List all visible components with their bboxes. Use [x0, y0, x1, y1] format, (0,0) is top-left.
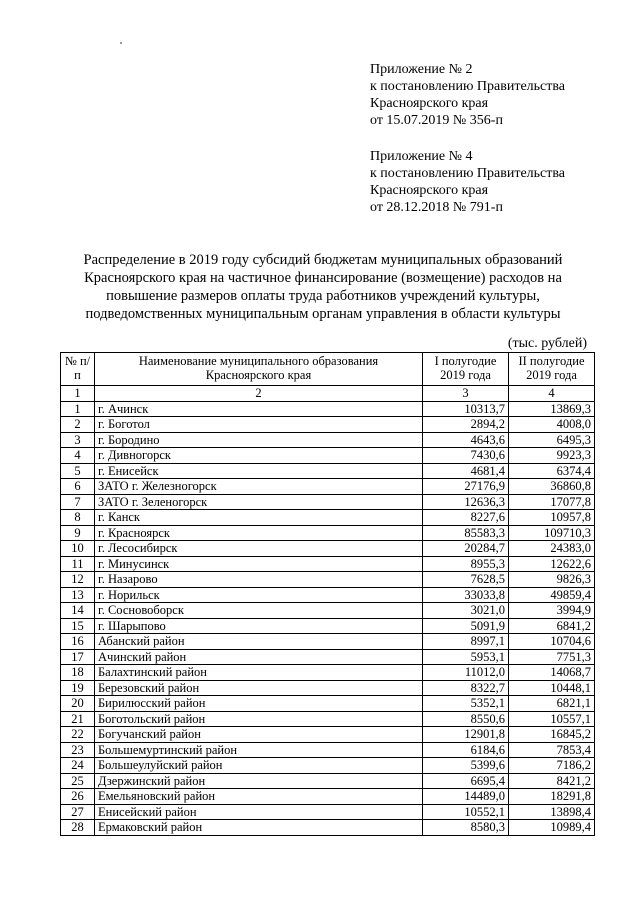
municipality-name: г. Дивногорск — [95, 448, 423, 464]
second-half-value: 3994,9 — [509, 603, 595, 619]
first-half-value: 8580,3 — [423, 820, 509, 836]
second-half-value: 18291,8 — [509, 789, 595, 805]
second-half-value: 14068,7 — [509, 665, 595, 681]
column-number: 2 — [95, 386, 423, 402]
first-half-value: 2894,2 — [423, 417, 509, 433]
row-number: 23 — [61, 742, 95, 758]
second-half-value: 10957,8 — [509, 510, 595, 526]
table-row — [61, 448, 595, 464]
first-half-value: 20284,7 — [423, 541, 509, 557]
row-number: 27 — [61, 804, 95, 820]
table-row — [61, 401, 595, 417]
municipality-name: г. Лесосибирск — [95, 541, 423, 557]
row-number: 3 — [61, 432, 95, 448]
row-number: 15 — [61, 618, 95, 634]
table-row — [61, 820, 595, 836]
first-half-value: 4643,6 — [423, 432, 509, 448]
first-half-value: 8955,3 — [423, 556, 509, 572]
scan-speck — [120, 42, 122, 44]
municipality-name: Богучанский район — [95, 727, 423, 743]
table-body — [61, 386, 595, 836]
title-line: повышение размеров оплаты труда работников учреждений культуры, — [106, 288, 540, 304]
row-number: 2 — [61, 417, 95, 433]
second-half-value: 7853,4 — [509, 742, 595, 758]
first-half-value: 7628,5 — [423, 572, 509, 588]
first-half-value: 7430,6 — [423, 448, 509, 464]
first-half-value: 5399,6 — [423, 758, 509, 774]
municipality-name: г. Ачинск — [95, 401, 423, 417]
table-row — [61, 696, 595, 712]
title-line: Красноярского края на частичное финансирование (возмещение) расходов на — [84, 270, 562, 286]
second-half-value: 49859,4 — [509, 587, 595, 603]
second-half-value: 109710,3 — [509, 525, 595, 541]
appendix-reference: к постановлению Правительства — [370, 79, 566, 94]
table-header-row — [61, 353, 595, 386]
appendix-date: от 28.12.2018 № 791-п — [370, 200, 503, 215]
title-line: подведомственных муниципальным органам управления в области культуры — [85, 306, 561, 322]
row-number: 22 — [61, 727, 95, 743]
municipality-name: г. Шарыпово — [95, 618, 423, 634]
municipality-name: ЗАТО г. Зеленогорск — [95, 494, 423, 510]
column-number-row — [61, 386, 595, 402]
row-number: 9 — [61, 525, 95, 541]
units-label: (тыс. рублей) — [507, 336, 587, 351]
table-row — [61, 494, 595, 510]
second-half-value: 6374,4 — [509, 463, 595, 479]
row-number: 8 — [61, 510, 95, 526]
first-half-value: 33033,8 — [423, 587, 509, 603]
second-half-value: 9826,3 — [509, 572, 595, 588]
table-row — [61, 727, 595, 743]
municipality-name: Березовский район — [95, 680, 423, 696]
appendix-header-current — [370, 61, 630, 129]
row-number: 26 — [61, 789, 95, 805]
first-half-value: 12636,3 — [423, 494, 509, 510]
first-half-value: 85583,3 — [423, 525, 509, 541]
table-row — [61, 587, 595, 603]
document-title — [60, 251, 586, 323]
second-half-value: 12622,6 — [509, 556, 595, 572]
first-half-value: 10552,1 — [423, 804, 509, 820]
municipality-name: г. Боготол — [95, 417, 423, 433]
municipality-name: Большеулуйский район — [95, 758, 423, 774]
municipality-name: Енисейский район — [95, 804, 423, 820]
table-row — [61, 556, 595, 572]
row-number: 24 — [61, 758, 95, 774]
row-number: 20 — [61, 696, 95, 712]
appendix-header-original — [370, 148, 630, 216]
first-half-value: 4681,4 — [423, 463, 509, 479]
municipality-name: Абанский район — [95, 634, 423, 650]
first-half-value: 8997,1 — [423, 634, 509, 650]
first-half-value: 14489,0 — [423, 789, 509, 805]
appendix-number: Приложение № 2 — [370, 62, 473, 77]
table-row — [61, 463, 595, 479]
row-number: 4 — [61, 448, 95, 464]
table-row — [61, 634, 595, 650]
second-half-value: 10557,1 — [509, 711, 595, 727]
first-half-value: 8227,6 — [423, 510, 509, 526]
first-half-value: 5352,1 — [423, 696, 509, 712]
second-half-value: 13869,3 — [509, 401, 595, 417]
row-number: 11 — [61, 556, 95, 572]
table-row — [61, 804, 595, 820]
municipality-name: г. Норильск — [95, 587, 423, 603]
municipality-name: Боготольский район — [95, 711, 423, 727]
second-half-value: 6841,2 — [509, 618, 595, 634]
first-half-value: 5091,9 — [423, 618, 509, 634]
second-half-value: 17077,8 — [509, 494, 595, 510]
table-row — [61, 603, 595, 619]
table-row — [61, 711, 595, 727]
table-row — [61, 417, 595, 433]
second-half-value: 10989,4 — [509, 820, 595, 836]
row-number: 16 — [61, 634, 95, 650]
header-number: № п/п — [61, 353, 95, 386]
column-number: 4 — [509, 386, 595, 402]
appendix-region: Красноярского края — [370, 183, 489, 198]
table-row — [61, 525, 595, 541]
first-half-value: 27176,9 — [423, 479, 509, 495]
municipality-name: г. Енисейск — [95, 463, 423, 479]
second-half-value: 13898,4 — [509, 804, 595, 820]
appendix-date: от 15.07.2019 № 356-п — [370, 113, 503, 128]
row-number: 25 — [61, 773, 95, 789]
row-number: 17 — [61, 649, 95, 665]
second-half-value: 4008,0 — [509, 417, 595, 433]
table-row — [61, 789, 595, 805]
second-half-value: 7751,3 — [509, 649, 595, 665]
header-municipality: Наименование муниципального образования Красноярского края — [95, 353, 423, 386]
second-half-value: 9923,3 — [509, 448, 595, 464]
row-number: 13 — [61, 587, 95, 603]
first-half-value: 6695,4 — [423, 773, 509, 789]
second-half-value: 10448,1 — [509, 680, 595, 696]
municipality-name: Ермаковский район — [95, 820, 423, 836]
table-row — [61, 432, 595, 448]
table-row — [61, 758, 595, 774]
second-half-value: 7186,2 — [509, 758, 595, 774]
title-line: Распределение в 2019 году субсидий бюджетам муниципальных образований — [83, 252, 563, 268]
second-half-value: 24383,0 — [509, 541, 595, 557]
second-half-value: 8421,2 — [509, 773, 595, 789]
appendix-reference: к постановлению Правительства — [370, 166, 566, 181]
table-row — [61, 479, 595, 495]
first-half-value: 6184,6 — [423, 742, 509, 758]
appendix-number: Приложение № 4 — [370, 149, 473, 164]
table-row — [61, 541, 595, 557]
row-number: 10 — [61, 541, 95, 557]
column-number: 3 — [423, 386, 509, 402]
second-half-value: 10704,6 — [509, 634, 595, 650]
table-row — [61, 510, 595, 526]
first-half-value: 12901,8 — [423, 727, 509, 743]
row-number: 21 — [61, 711, 95, 727]
row-number: 7 — [61, 494, 95, 510]
second-half-value: 6821,1 — [509, 696, 595, 712]
appendix-region: Красноярского края — [370, 96, 489, 111]
header-second-half: II полугодие 2019 года — [509, 353, 595, 386]
first-half-value: 10313,7 — [423, 401, 509, 417]
row-number: 1 — [61, 401, 95, 417]
table-row — [61, 773, 595, 789]
municipality-name: г. Назарово — [95, 572, 423, 588]
municipality-name: г. Сосновоборск — [95, 603, 423, 619]
row-number: 5 — [61, 463, 95, 479]
row-number: 6 — [61, 479, 95, 495]
municipality-name: Ачинский район — [95, 649, 423, 665]
row-number: 14 — [61, 603, 95, 619]
second-half-value: 6495,3 — [509, 432, 595, 448]
municipality-name: Емельяновский район — [95, 789, 423, 805]
first-half-value: 8322,7 — [423, 680, 509, 696]
municipality-name: г. Красноярск — [95, 525, 423, 541]
row-number: 12 — [61, 572, 95, 588]
header-first-half: I полугодие 2019 года — [423, 353, 509, 386]
table-row — [61, 665, 595, 681]
table-row — [61, 742, 595, 758]
first-half-value: 8550,6 — [423, 711, 509, 727]
table-row — [61, 618, 595, 634]
municipality-name: Дзержинский район — [95, 773, 423, 789]
municipality-name: Балахтинский район — [95, 665, 423, 681]
row-number: 18 — [61, 665, 95, 681]
second-half-value: 36860,8 — [509, 479, 595, 495]
first-half-value: 5953,1 — [423, 649, 509, 665]
municipality-name: г. Бородино — [95, 432, 423, 448]
subsidy-table — [60, 352, 595, 836]
table-row — [61, 572, 595, 588]
first-half-value: 3021,0 — [423, 603, 509, 619]
table-row — [61, 649, 595, 665]
municipality-name: ЗАТО г. Железногорск — [95, 479, 423, 495]
table-row — [61, 680, 595, 696]
row-number: 28 — [61, 820, 95, 836]
second-half-value: 16845,2 — [509, 727, 595, 743]
municipality-name: г. Канск — [95, 510, 423, 526]
municipality-name: Бирилюсский район — [95, 696, 423, 712]
column-number: 1 — [61, 386, 95, 402]
municipality-name: г. Минусинск — [95, 556, 423, 572]
municipality-name: Большемуртинский район — [95, 742, 423, 758]
first-half-value: 11012,0 — [423, 665, 509, 681]
row-number: 19 — [61, 680, 95, 696]
